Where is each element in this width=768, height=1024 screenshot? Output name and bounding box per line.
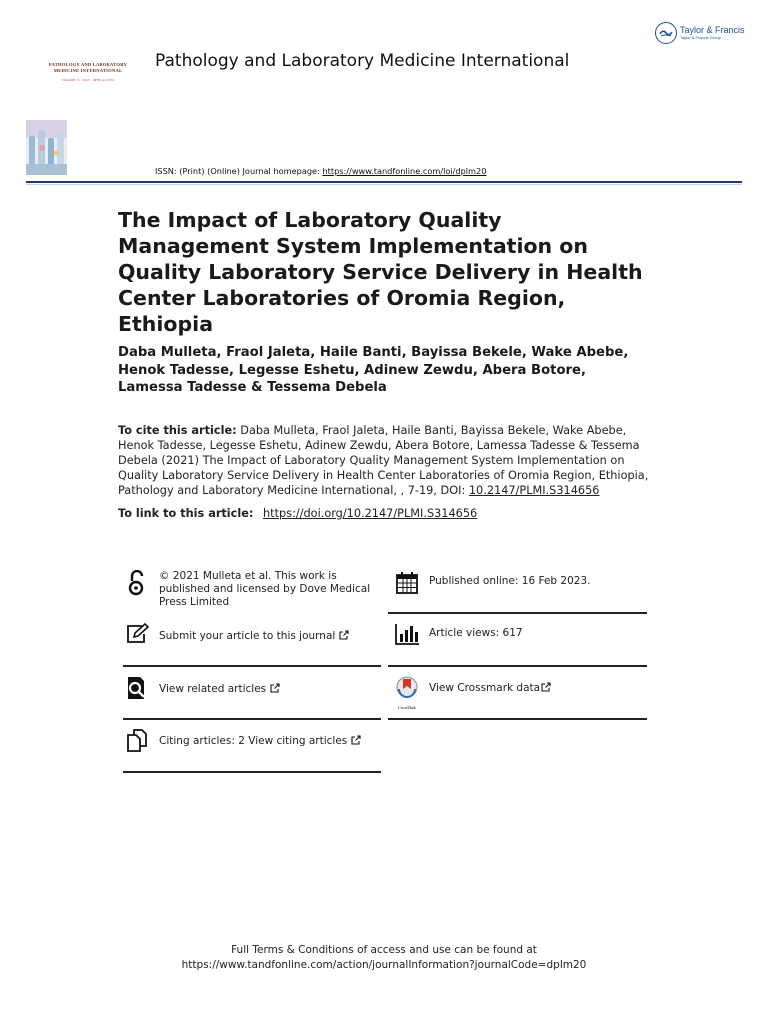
journal-cover-image [26,120,67,175]
edit-icon [124,622,150,648]
journal-title[interactable]: Pathology and Laboratory Medicine International [155,51,570,71]
grid-divider [123,718,381,720]
external-link-icon [339,630,349,640]
submit-article-link[interactable] [124,622,386,648]
article-doi-url[interactable]: https://doi.org/10.2147/PLMI.S314656 [263,507,478,520]
published-text: Published online: 16 Feb 2023. [429,575,591,587]
grid-divider [388,665,647,667]
citation-doi-link[interactable]: 10.2147/PLMI.S314656 [468,484,600,497]
issn-line [155,166,486,176]
masthead-sub: VOLUME 15 · 2023 · OPEN ACCESS [61,78,115,82]
crossmark-text: View Crossmark data [429,682,541,694]
grid-divider [123,665,381,667]
crossmark-icon [394,675,420,710]
citation-text: Daba Mulleta, Fraol Jaleta, Haile Banti, Bayissa Bekele, Wake Abebe, Henok Tadesse, Legesse Eshetu, Adinew Zewdu, Abera Botore, Lamessa Tadesse & Tessema Debela (2021) The Impact of Laboratory Quality Management System Implementation on Quality Laboratory Service Delivery in Health Center Laboratories of Oromia Region, Ethiopia, Pathology and Laboratory Medicine International, , 7-19, DOI: [118,424,649,497]
calendar-icon [394,570,420,596]
external-link-icon [351,735,361,745]
terms-url[interactable]: https://www.tandfonline.com/action/journalInformation?journalCode=dplm20 [181,959,587,971]
article-link-line [118,507,477,520]
citing-documents-icon [124,727,150,753]
issn-text: ISSN: (Print) (Online) Journal homepage: [155,166,320,176]
crossmark-link[interactable] [394,675,654,710]
external-link-icon [541,682,551,692]
related-text: View related articles [159,683,267,695]
grid-divider [123,771,381,773]
terms-footer [0,943,768,973]
journal-homepage-link[interactable]: https://www.tandfonline.com/loi/dplm20 [322,166,487,176]
search-document-icon [124,675,150,701]
open-access-icon [124,570,150,596]
citing-articles-link[interactable] [124,727,386,753]
terms-text: Full Terms & Conditions of access and use can be found at [231,944,537,956]
grid-divider [388,718,647,720]
publisher-name: Taylor & Francis [680,25,745,35]
citing-text: Citing articles: 2 View citing articles [159,735,348,747]
license-text: © 2021 Mulleta et al. This work is published and licensed by Dove Medical Press Limited [159,570,371,608]
views-text: Article views: 617 [429,627,523,639]
citation-block [118,423,653,498]
crossmark-badge-text: CrossMark [398,705,416,710]
external-link-icon [270,683,280,693]
header-divider [26,181,742,183]
article-link-label: To link to this article: [118,507,254,520]
article-title: The Impact of Laboratory Quality Management System Implementation on Quality Laboratory Service Delivery in Health Center Laboratories of Oromia Region, Ethiopia [118,208,643,336]
publisher-logo [655,22,745,44]
citation-label: To cite this article: [118,424,237,437]
masthead-line-2: MEDICINE INTERNATIONAL [53,68,123,73]
submit-text: Submit your article to this journal [159,630,336,642]
journal-masthead-logo [44,62,132,82]
bar-chart-icon [394,622,420,648]
grid-divider [388,612,647,614]
article-authors: Daba Mulleta, Fraol Jaleta, Haile Banti, Bayissa Bekele, Wake Abebe, Henok Tadesse, Legesse Eshetu, Adinew Zewdu, Abera Botore, Lamessa Tadesse & Tessema Debela [118,345,629,395]
published-online [394,570,654,596]
article-views [394,622,654,648]
open-access-license [124,570,386,609]
masthead-line-1: PATHOLOGY AND LABORATORY [48,62,128,67]
publisher-logo-icon [655,22,677,44]
related-articles-link[interactable] [124,675,386,701]
header-divider-light [26,184,742,185]
publisher-subname: Taylor & Francis Group [680,35,721,40]
